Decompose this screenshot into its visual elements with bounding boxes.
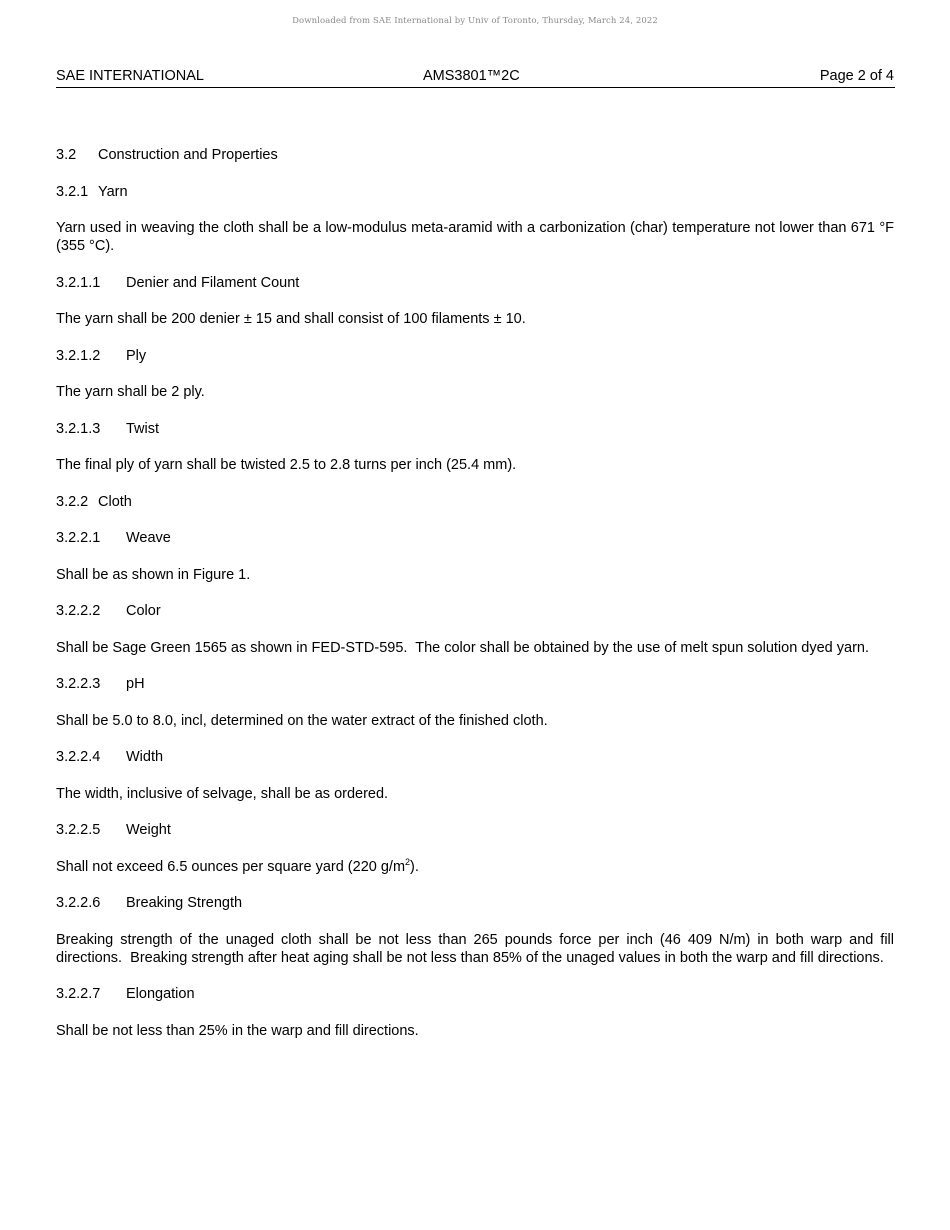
- section-heading: [56, 274, 894, 292]
- section-heading: [56, 985, 894, 1003]
- section-number: 3.2.1.1: [56, 274, 101, 291]
- section-number: 3.2.1.2: [56, 347, 101, 364]
- section-number: 3.2.2: [56, 493, 89, 510]
- section-heading: [56, 146, 894, 164]
- section-number: 3.2.1.3: [56, 420, 101, 437]
- section-paragraph: The yarn shall be 2 ply.: [56, 384, 205, 400]
- section-paragraph: Shall be not less than 25% in the warp and fill directions.: [56, 1022, 419, 1039]
- section-number: 3.2: [56, 147, 77, 163]
- section-paragraph: Shall be as shown in Figure 1.: [56, 566, 251, 583]
- weight-text: Shall not exceed 6.5 ounces per square yard (220 g/m: [56, 858, 406, 875]
- section-number: 3.2.2.2: [56, 603, 101, 619]
- section-heading: [56, 493, 894, 511]
- section-paragraph: The yarn shall be 200 denier ± 15 and shall consist of 100 filaments ± 10.: [56, 311, 526, 327]
- section-number: 3.2.2.6: [56, 895, 101, 911]
- section-title: Elongation: [126, 986, 195, 1002]
- download-watermark: Downloaded from SAE International by Univ of Toronto, Thursday, March 24, 2022: [292, 16, 658, 26]
- header-page-number: Page 2 of 4: [819, 68, 894, 84]
- section-heading: [56, 894, 894, 912]
- section-title: Denier and Filament Count: [126, 274, 300, 291]
- section-heading: [56, 420, 894, 438]
- section-title: Cloth: [98, 493, 132, 510]
- header-organization: SAE INTERNATIONAL: [56, 68, 204, 84]
- section-title: Color: [126, 603, 161, 619]
- section-title: Weave: [126, 530, 171, 546]
- section-paragraph: [56, 858, 894, 876]
- section-number: 3.2.2.3: [56, 676, 101, 692]
- section-heading: [56, 529, 894, 547]
- section-title: pH: [126, 676, 145, 692]
- section-title: Width: [126, 749, 164, 765]
- section-title: Weight: [126, 822, 171, 838]
- section-heading: [56, 602, 894, 620]
- section-heading: [56, 821, 894, 839]
- section-heading: [56, 675, 894, 693]
- section-paragraph: Breaking strength of the unaged cloth shall be not less than 265 pounds force per inch (46 409 N/m) in both warp and fill directions. Breaking strength after heat aging shall be not less than 85% of the unaged values in both the warp and fill directions.: [56, 931, 899, 966]
- header-document-id: AMS3801™2C: [423, 68, 520, 84]
- section-heading: [56, 748, 894, 766]
- section-title: Breaking Strength: [126, 895, 243, 911]
- section-title: Twist: [126, 420, 160, 437]
- section-heading: [56, 347, 894, 365]
- document-body: [56, 146, 899, 1058]
- section-paragraph: Yarn used in weaving the cloth shall be a low-modulus meta-aramid with a carbonization (char) temperature not lower than 671 °F (355 °C).: [56, 220, 894, 254]
- section-number: 3.2.2.4: [56, 749, 101, 765]
- section-paragraph: Shall be Sage Green 1565 as shown in FED-STD-595. The color shall be obtained by the use of melt spun solution dyed yarn.: [56, 639, 870, 656]
- section-title: Ply: [126, 347, 147, 364]
- section-title: Yarn: [98, 183, 128, 200]
- superscript: 2: [405, 856, 411, 867]
- section-heading: [56, 183, 894, 201]
- weight-text-end: ).: [410, 858, 419, 875]
- section-number: 3.2.2.5: [56, 822, 101, 838]
- section-number: 3.2.1: [56, 183, 89, 200]
- section-number: 3.2.2.1: [56, 530, 101, 546]
- section-paragraph: Shall be 5.0 to 8.0, incl, determined on the water extract of the finished cloth.: [56, 712, 548, 729]
- section-title: Construction and Properties: [98, 147, 278, 163]
- section-paragraph: The final ply of yarn shall be twisted 2.5 to 2.8 turns per inch (25.4 mm).: [56, 457, 517, 473]
- page-header: [56, 67, 895, 88]
- section-paragraph: The width, inclusive of selvage, shall be as ordered.: [56, 785, 389, 802]
- section-number: 3.2.2.7: [56, 986, 101, 1002]
